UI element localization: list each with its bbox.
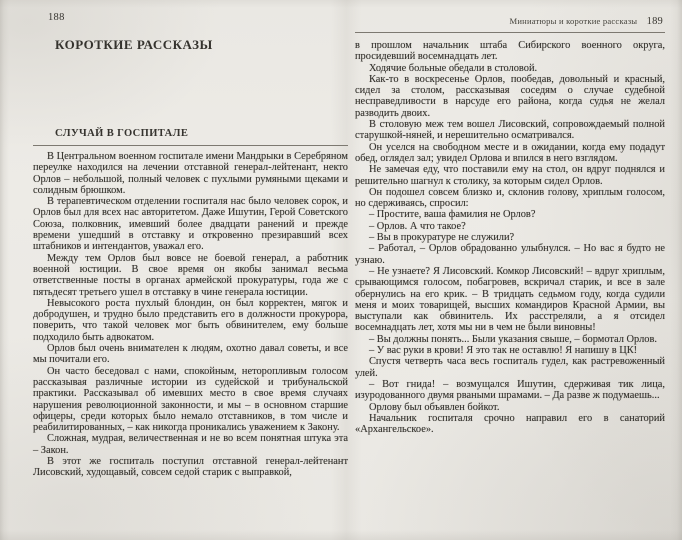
paragraph: Между тем Орлов был вовсе не боевой генерал, а работник военной юстиции. В свое время он якобы занимал весьма ответственные посты в органах армейской прокуратуры, года же с пятьдесят третьего ушел в отставку в чине генерала юстиции.: [33, 252, 348, 298]
paragraph: В этот же госпиталь поступил отставной генерал-лейтенант Лисовский, худощавый, совсем седой старик с выправкой,: [33, 456, 348, 479]
paragraph: Сложная, мудрая, величественная и не во всем понятная штука эта – Закон.: [33, 433, 348, 456]
running-head-title: Миниатюры и короткие рассказы: [509, 16, 638, 26]
left-page-text: [33, 151, 348, 479]
dialogue-paragraph: – Орлов. А что такое?: [369, 220, 466, 232]
page-number: 188: [48, 12, 65, 23]
chapter-title: КОРОТКИЕ РАССКАЗЫ: [55, 37, 213, 52]
paragraph: Не замечая еду, что поставили ему на стол, он вдруг поднялся и решительно шагнул к столику, за которым сидел Орлов.: [355, 164, 665, 187]
paragraph: Как-то в воскресенье Орлов, пообедав, довольный и красный, сидел за столом, рассказывая соседям о случае судебной несправедливости в нарсуде его района, когда судья не желал разводить двоих.: [355, 73, 665, 119]
dialogue-paragraph: – Работал, – Орлов обрадованно улыбнулся. – Но вас я будто не узнаю.: [355, 243, 665, 266]
paragraph: В Центральном военном госпитале имени Мандрыки в Серебряном переулке находился на лечении отставной генерал-лейтенант, некто Орлов – небольшой, полный человек с пухлыми румяными щеками и солидным брюшком.: [33, 151, 348, 196]
right-page: [355, 12, 665, 527]
paragraph: Ходячие больные обедали в столовой.: [369, 62, 538, 74]
paragraph: В столовую меж тем вошел Лисовский, сопровождаемый полной старушкой-няней, и нерешительно осматривался.: [355, 119, 665, 142]
dialogue-paragraph: – Вы в прокуратуре не служили?: [369, 232, 515, 244]
dialogue-paragraph: – Вы должны понять... Были указания свыше, – бормотал Орлов.: [369, 333, 657, 345]
story-title-rule: [33, 145, 348, 146]
dialogue-paragraph: – Вот гнида! – возмущался Ишутин, сдерживая тик лица, изуродованного двумя рваными шрамами. – Да разве ж подумаешь...: [355, 378, 665, 402]
page-number: 189: [646, 16, 663, 27]
paragraph: Орлову был объявлен бойкот.: [369, 401, 500, 413]
paragraph: Он уселся на свободном месте и в ожидании, когда ему подадут обед, оглядел зал; увидел Орлова и впился в него взглядом.: [355, 141, 665, 164]
paragraph: Он подошел совсем близко и, склонив голову, хриплым голосом, но сдерживаясь, спросил:: [355, 186, 665, 210]
paragraph: Начальник госпиталя срочно направил его в санаторий «Архангельское».: [355, 412, 665, 436]
story-title: СЛУЧАЙ В ГОСПИТАЛЕ: [55, 128, 189, 139]
left-page: [33, 12, 348, 527]
dialogue-paragraph: – Не узнаете? Я Лисовский. Комкор Лисовский! – вдруг хриплым, срывающимся голосом, побагровев, вскричал старик, и все в зале обернулись на его крик. – В тридцать седьмом году, когда судили меня и моих товарищей, высших командиров Красной Армии, вы выступали как обвинитель. Их расстреляли, а я отсидел восемнадцать лет, хотя мы ни в чем не были виновны!: [355, 265, 665, 334]
paragraph: в прошлом начальник штаба Сибирского военного округа, просидевший восемнадцать лет.: [355, 40, 665, 63]
paragraph: Невысокого роста пухлый блондин, он был корректен, мягок и добродушен, и трудно было представить его в должности прокурора, поверить, что такой человек мог быть обвинителем, ему больше подходило быть адвокатом.: [33, 297, 348, 343]
dialogue-paragraph: – У вас руки в крови! Я это так не оставлю! Я напишу в ЦК!: [369, 345, 638, 357]
paragraph: Спустя четверть часа весь госпиталь гудел, как растревоженный улей.: [355, 356, 665, 379]
paragraph: Он часто беседовал с нами, спокойным, неторопливым голосом рассказывая различные истории из судейской и трибунальской практики. Рассказывал об имевших место в свое время случаях нарушения революционной законности, и мы – в основном старшие офицеры, среди которых было немало отставников, в том числе и реабилитированных, – как никогда проникались уважением к Закону.: [33, 365, 348, 434]
paragraph: В терапевтическом отделении госпиталя нас было человек сорок, и Орлов был для всех нас авторитетом. Даже Ишутин, Герой Советского Союза, полковник, имевший более двадцати ранений и прежде времени ушедший в отставку и откровенно презиравший всех штабников и интендантов, уважал его.: [33, 196, 348, 253]
running-head-rule: [355, 32, 665, 33]
paragraph: Орлов был очень внимателен к людям, охотно давал советы, и все мы почитали его.: [33, 343, 348, 366]
right-page-text: [355, 40, 665, 435]
dialogue-paragraph: – Простите, ваша фамилия не Орлов?: [369, 209, 536, 221]
running-head: [355, 16, 663, 27]
